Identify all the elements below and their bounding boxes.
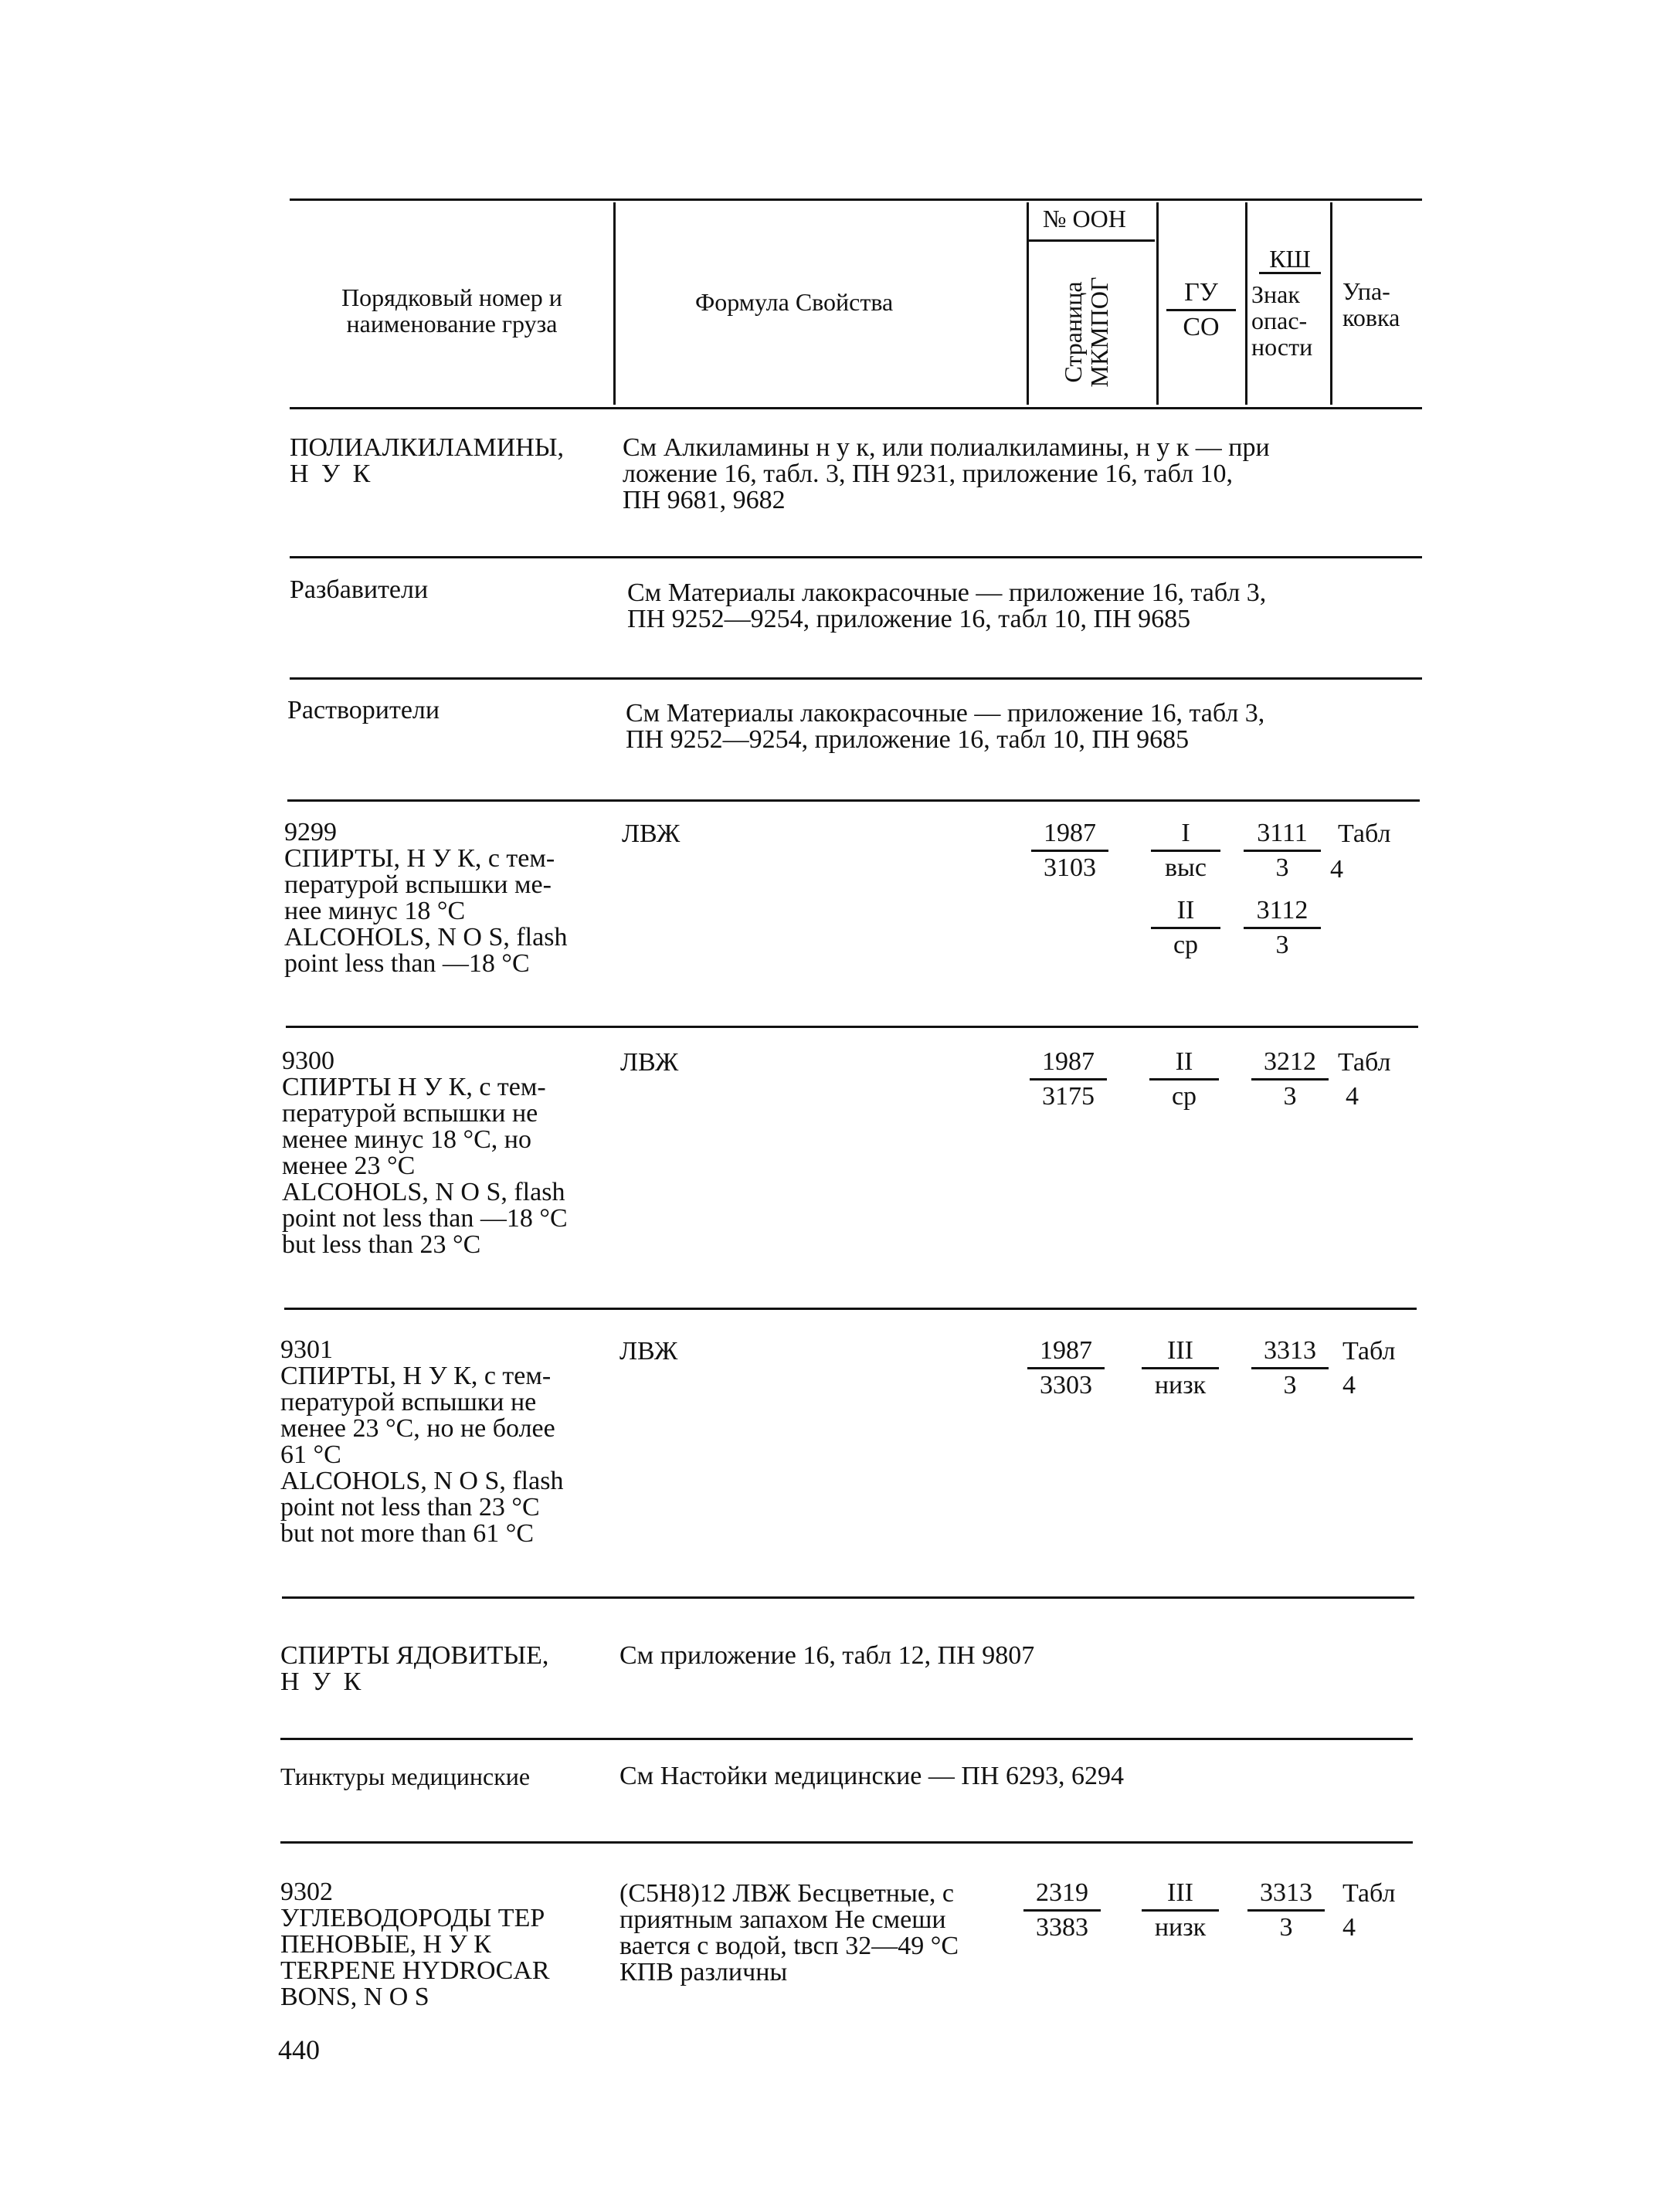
row9-name-line3: ПЕНОВЫЕ, Н У К [280,1930,491,1959]
row9-name-line1: 9302 [280,1878,333,1906]
row1-name-line2: Н У К [290,460,374,488]
row9-co1: низк [1154,1913,1207,1942]
row2-rule [290,677,1422,680]
row4-gu2: II [1151,896,1220,929]
row3-rule [287,799,1420,802]
row6-ksh1-fraction [1251,1336,1329,1400]
row3-props-line2: ПН 9252—9254, приложение 16, табл 10, ПН 9685 [626,725,1190,754]
row4-pack-line1: Табл [1338,819,1391,848]
row4-pack-line2: 4 [1330,855,1343,884]
row4-props: ЛВЖ [622,819,681,848]
row2-name: Разбавители [290,575,429,604]
row1-props-line3: ПН 9681, 9682 [623,486,786,514]
row6-props: ЛВЖ [619,1337,678,1366]
header-un-number: № ООН [1043,205,1126,232]
header-col-sep-5 [1330,202,1332,405]
row4-un-fraction [1031,819,1108,883]
row9-props-line2: приятным запахом Не смеши [619,1905,946,1934]
row4-un-number: 1987 [1031,819,1108,852]
header-gu: ГУ [1166,278,1236,311]
header-hazard-sign: Знак опас-ности [1251,280,1313,361]
row2-props-line1: См Материалы лакокрасочные — приложение 16, табл 3, [627,578,1267,607]
row5-name-line3: пературой вспышки не [282,1099,538,1128]
header-col-sep-2 [1027,202,1029,405]
row1-rule [290,556,1422,558]
row5-un-number: 1987 [1030,1047,1107,1081]
header-top-rule [290,198,1422,201]
row2-props-line2: ПН 9252—9254, приложение 16, табл 10, ПН 9685 [627,605,1191,633]
row6-name-line8: but not more than 61 °С [280,1519,535,1548]
row6-name-line6: ALCOHOLS, N O S, flash [280,1467,564,1495]
row7-rule [280,1738,1413,1740]
row8-rule [280,1841,1413,1844]
row5-rule [284,1308,1417,1310]
row5-name-line5: менее 23 °С [282,1152,416,1180]
row4-gu1-fraction [1151,819,1220,883]
row4-page-number: 3103 [1044,853,1096,882]
row5-name-line2: СПИРТЫ Н У К, с тем- [282,1073,546,1101]
header-page-mkmpog [1060,255,1122,409]
header-bottom-rule [290,407,1422,409]
row6-name-line7: point not less than 23 °С [280,1493,540,1522]
row5-sign1: 3 [1283,1082,1297,1111]
row4-ksh1-fraction [1244,819,1321,883]
row4-gu1: I [1151,819,1220,852]
row5-pack-line2: 4 [1346,1082,1359,1111]
header-mkmpog-label: МКМПОГ [1085,276,1113,388]
row6-co1: низк [1154,1371,1207,1399]
row6-un-fraction [1027,1336,1105,1400]
header-co: СО [1183,313,1220,341]
row4-name-line3: пературой вспышки ме- [284,870,552,899]
header-un-rule [1029,239,1155,242]
header-gu-co [1166,278,1236,342]
row5-name-line7: point not less than —18 °С [282,1204,568,1233]
header-col-sep-3 [1156,202,1159,405]
header-packaging: Упа-ковка [1342,277,1400,331]
row9-un-number: 2319 [1023,1878,1101,1912]
row9-props-text1: ЛВЖ Бесцветные, с [732,1879,955,1908]
row5-page-number: 3175 [1042,1082,1095,1111]
row4-rule [286,1026,1418,1028]
row7-name-line2: Н У К [280,1667,365,1696]
row9-props-line3: вается с водой, tвсп 32—49 °С [619,1932,959,1960]
row5-ksh1: 3212 [1251,1047,1329,1081]
row5-un-fraction [1030,1047,1107,1111]
row9-ksh1-fraction [1247,1878,1325,1942]
row6-sign1: 3 [1283,1371,1297,1399]
row4-sign1: 3 [1275,853,1289,882]
row8-props: См Настойки медицинские — ПН 6293, 6294 [619,1762,1124,1790]
header-col-name: Порядковый номер и наименование груза [341,283,562,338]
row4-name-line2: СПИРТЫ, Н У К, с тем- [284,844,555,873]
row6-un-number: 1987 [1027,1336,1105,1369]
row5-name-line6: ALCOHOLS, N O S, flash [282,1178,565,1206]
row6-name-line5: 61 °С [280,1440,341,1469]
header-col-sep-4 [1245,202,1247,405]
row1-props-line1: См Алкиламины н у к, или полиалкиламины, н у к — при [623,433,1270,462]
row9-gu1: III [1142,1878,1219,1912]
row6-name-line4: менее 23 °С, но не более [280,1414,555,1443]
row3-props-line1: См Материалы лакокрасочные — приложение 16, табл 3, [626,699,1265,728]
row9-pack-line2: 4 [1342,1913,1356,1942]
row5-pack-line1: Табл [1338,1048,1391,1077]
row4-ksh2: 3112 [1244,896,1321,929]
row9-formula: (C5H8)12 [619,1879,726,1908]
row4-name-line1: 9299 [284,818,337,846]
row6-name-line1: 9301 [280,1335,333,1364]
row9-gu1-fraction [1142,1878,1219,1942]
header-page-label: Страница [1059,281,1087,383]
row4-ksh1: 3111 [1244,819,1321,852]
row6-page-number: 3303 [1040,1371,1092,1399]
row7-name-line1: СПИРТЫ ЯДОВИТЫЕ, [280,1641,549,1670]
row1-name-line1: ПОЛИАЛКИЛАМИНЫ, [290,433,564,462]
row4-co2: ср [1173,931,1199,959]
row7-props: См приложение 16, табл 12, ПН 9807 [619,1641,1035,1670]
row6-rule [282,1596,1414,1599]
row5-name-line8: but less than 23 °С [282,1230,481,1259]
row5-name-line4: менее минус 18 °С, но [282,1125,531,1154]
row5-co1: ср [1171,1082,1197,1111]
row8-name: Тинктуры медицинские [280,1762,531,1790]
page-number: 440 [278,2034,320,2065]
row9-name-line5: BONS, N O S [280,1983,429,2011]
row4-gu2-fraction [1151,896,1220,960]
row5-props: ЛВЖ [620,1048,679,1077]
row6-pack-line2: 4 [1342,1371,1356,1399]
row5-gu1: II [1149,1047,1219,1081]
row9-sign1: 3 [1279,1913,1293,1942]
row9-name-line2: УГЛЕВОДОРОДЫ ТЕР [280,1904,545,1932]
row5-ksh1-fraction [1251,1047,1329,1111]
row3-name: Растворители [287,696,440,724]
row4-sign2: 3 [1275,931,1289,959]
row4-name-line6: point less than —18 °С [284,949,530,978]
row5-name-line1: 9300 [282,1047,334,1075]
row9-pack-line1: Табл [1342,1879,1396,1908]
row6-ksh1: 3313 [1251,1336,1329,1369]
header-col-props: Формула Свойства [695,288,894,316]
row9-name-line4: TERPENE HYDROCAR [280,1956,550,1985]
row1-props-line2: ложение 16, табл. 3, ПН 9231, приложение 16, табл 10, [623,460,1234,488]
header-ksh: КШ [1259,246,1321,274]
header-col-sep-1 [613,202,616,405]
row4-ksh2-fraction [1244,896,1321,960]
row9-props-line4: КПВ различны [619,1958,788,1986]
row4-co1: выс [1165,853,1207,882]
row9-ksh1: 3313 [1247,1878,1325,1912]
row4-name-line4: нее минус 18 °С [284,897,466,925]
row9-page-number: 3383 [1036,1913,1088,1942]
row4-name-line5: ALCOHOLS, N O S, flash [284,923,568,952]
row6-gu1: III [1142,1336,1219,1369]
row6-pack-line1: Табл [1342,1337,1396,1366]
row9-un-fraction [1023,1878,1101,1942]
row6-name-line3: пературой вспышки не [280,1388,537,1416]
row6-name-line2: СПИРТЫ, Н У К, с тем- [280,1362,552,1390]
row6-gu1-fraction [1142,1336,1219,1400]
row5-gu1-fraction [1149,1047,1219,1111]
row9-props-line1 [619,1880,954,1908]
